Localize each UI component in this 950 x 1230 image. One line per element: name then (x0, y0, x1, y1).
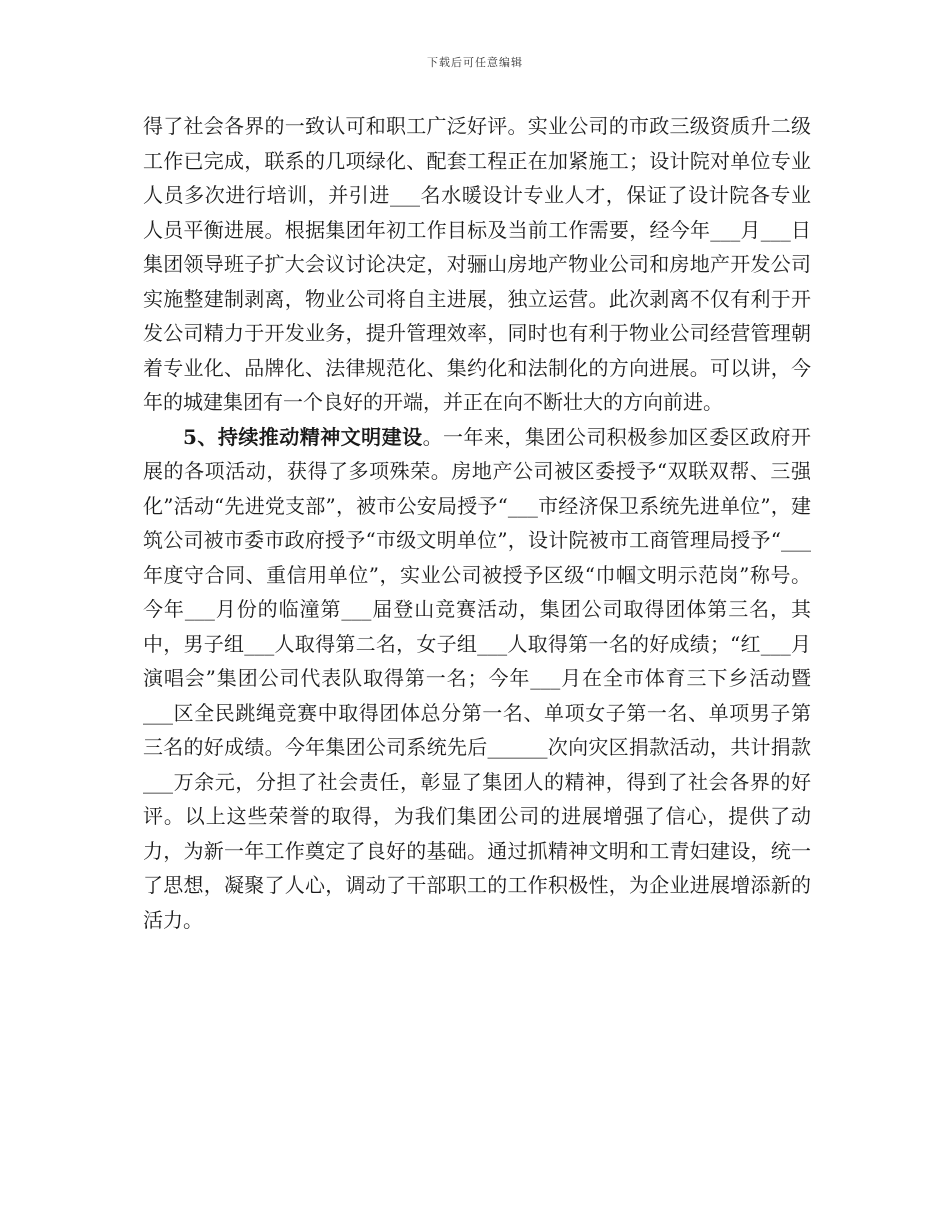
paragraph-continuation: 得了社会各界的一致认可和职工广泛好评。实业公司的市政三级资质升二级工作已完成，联系的几项绿化、配套工程正在加紧施工；设计院对单位专业人员多次进行培训，并引进___名水暖设计专业人才，保证了设计院各专业人员平衡进展。根据集团年初工作目标及当前工作需要，经今年___月___日集团领导班子扩大会议讨论决定，对骊山房地产物业公司和房地产开发公司实施整建制剥离，物业公司将自主进展，独立运营。此次剥离不仅有利于开发公司精力于开发业务，提升管理效率，同时也有利于物业公司经营管理朝着专业化、品牌化、法律规范化、集约化和法制化的方向进展。可以讲，今年的城建集团有一个良好的开端，并正在向不断壮大的方向前进。 (143, 114, 811, 414)
page-header: 下载后可任意编辑 (427, 56, 523, 69)
paragraph-text: 。一年来，集团公司积极参加区委区政府开展的各项活动，获得了多项殊荣。房地产公司被区委授予“双联双帮、三强化”活动“先进党支部”，被市公安局授予“___市经济保卫系统先进单位”，建筑公司被市委市政府授予“市级文明单位”，设计院被市工商管理局授予“___年度守合同、重信用单位”，实业公司被授予区级“巾帼文明示范岗”称号。今年___月份的临潼第___届登山竞赛活动，集团公司取得团体第三名，其中，男子组___人取得第二名，女子组___人取得第一名的好成绩；“红___月演唱会”集团公司代表队取得第一名；今年___月在全市体育三下乡活动暨___区全民跳绳竞赛中取得团体总分第一名、单项女子第一名、单项男子第三名的好成绩。今年集团公司系统先后______次向灾区捐款活动，共计捐款___万余元，分担了社会责任，彰显了集团人的精神，得到了社会各界的好评。以上这些荣誉的取得，为我们集团公司的进展增强了信心，提供了动力，为新一年工作奠定了良好的基础。通过抓精神文明和工青妇建设，统一了思想，凝聚了人心，调动了干部职工的工作积极性，为企业进展增添新的活力。 (143, 424, 812, 932)
paragraph-spiritual-civilization (143, 420, 811, 938)
document-body (143, 109, 811, 937)
section-heading: 5、持续推动精神文明建设 (183, 424, 423, 449)
